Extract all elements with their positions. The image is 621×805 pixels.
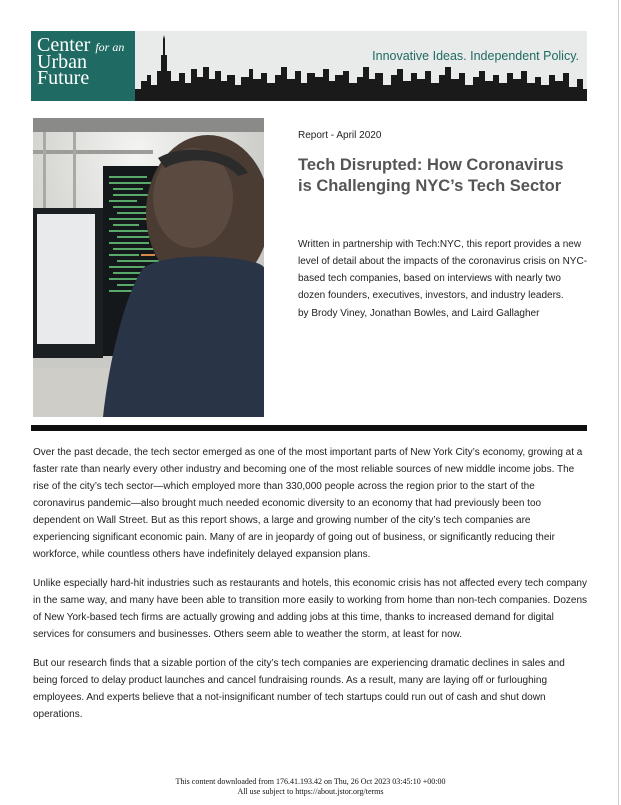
- logo-word-for-an: for an: [95, 40, 125, 54]
- page-edge: [618, 0, 619, 805]
- report-summary: Written in partnership with Tech:NYC, this report provides a new level of detail about the impacts of the coronavirus crisis on NYC-based tech companies, based on interviews with nearly two dozen founders, executives, investors, and industry leaders.: [298, 239, 588, 301]
- report-title: Tech Disrupted: How Coronavirus is Challenging NYC’s Tech Sector: [298, 156, 564, 195]
- report-authors: by Brody Viney, Jonathan Bowles, and Laird Gallagher: [298, 308, 540, 319]
- logo-word-future: Future: [37, 67, 90, 89]
- terms-notice[interactable]: All use subject to https://about.jstor.org/terms: [237, 787, 384, 796]
- tagline: Innovative Ideas. Independent Policy.: [372, 49, 579, 63]
- body-paragraph-2: Unlike especially hard-hit industries such as restaurants and hotels, this economic crisis has not affected every tech company in the same way, and many have been able to transition more easily to working from home than non-tech companies. Dozens of New York-based tech firms are actually growing and adding jobs at this time, thanks to increased demand for digital services for consumers and businesses. Others seem able to weather the storm, at least for now.: [33, 578, 587, 640]
- body-paragraph-1: Over the past decade, the tech sector emerged as one of the most important parts of New York City’s economy, growing at a faster rate than nearly every other industry and becoming one of the most reliable sources of new middle income jobs. The rise of the city’s tech sector—which employed more than 330,000 people across the region prior to the start of the coronavirus pandemic—also brought much needed economic diversity to an economy that had previously been too dependent on Wall Street. But as this report shows, a large and growing number of the city’s tech companies are experiencing significant economic pain. Many of are in jeopardy of going out of business, or significantly reducing their workforce, while countless others have indefinitely delayed expansion plans.: [33, 447, 583, 560]
- logo-word-center: Center: [37, 34, 91, 56]
- jstor-footer: [0, 777, 621, 797]
- center-for-an-urban-future-logo[interactable]: [31, 31, 135, 101]
- cover-photo: [33, 118, 264, 417]
- report-body: [33, 444, 587, 735]
- logo-word-urban: Urban: [37, 51, 87, 73]
- download-notice: This content downloaded from 176.41.193.42 on Thu, 26 Oct 2023 03:45:10 +00:00: [175, 777, 446, 786]
- body-paragraph-3: But our research finds that a sizable portion of the city’s tech companies are experiencing dramatic declines in sales and being forced to delay product launches and cancel fundraising rounds. As a result, many are laying off or furloughing employees. And experts believe that a not-insignificant number of tech startups could run out of cash and shut down operations.: [33, 658, 565, 720]
- section-divider: [31, 425, 587, 431]
- report-date: Report - April 2020: [298, 130, 382, 141]
- city-skyline-graphic: [135, 31, 587, 101]
- report-header: [31, 31, 587, 101]
